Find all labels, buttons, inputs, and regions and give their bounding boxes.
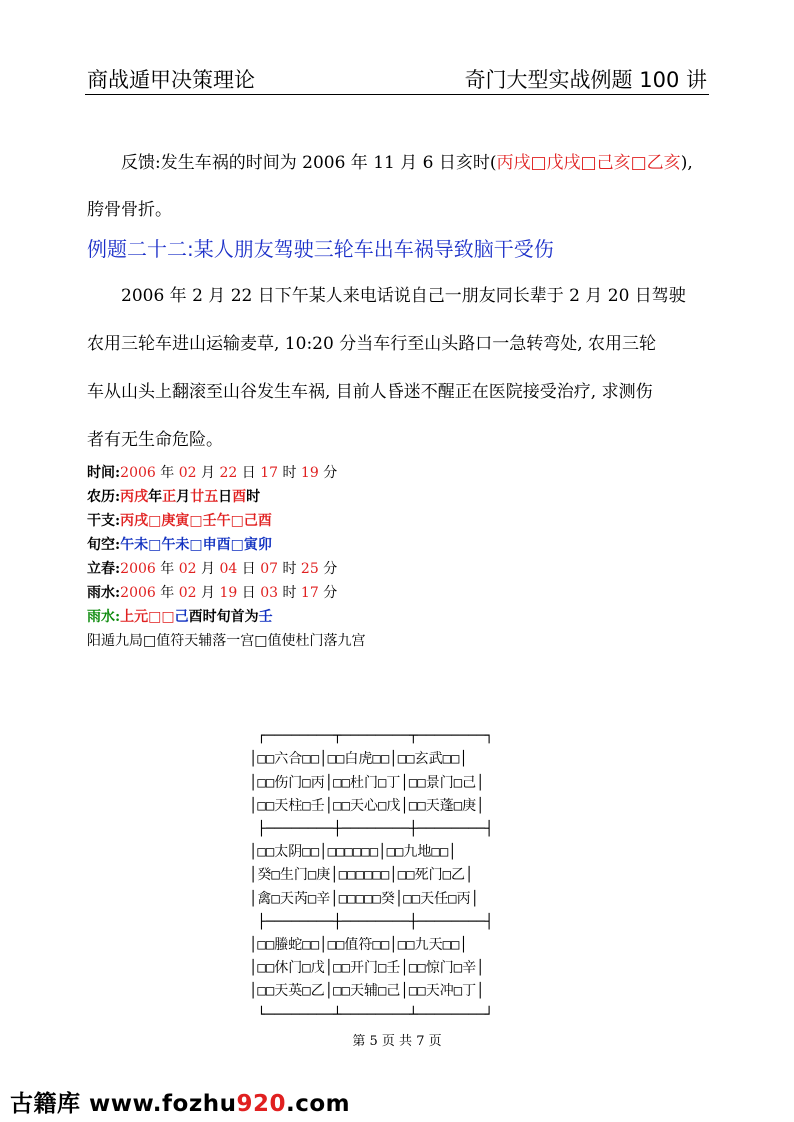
- yushui-label: 雨水:: [87, 585, 121, 601]
- chart-line: ├────────┼────────┼────────┤: [249, 913, 494, 930]
- chart-line: │□□太阴□□│□□□□□□│□□九地□□│: [249, 844, 457, 861]
- yushui2-mid: 酉时旬首为: [188, 609, 259, 625]
- info-yushui-yuan: [87, 605, 273, 629]
- lichun-label: 立春:: [87, 561, 121, 577]
- time-month: 02: [178, 465, 197, 481]
- chart-line: │禽□天芮□辛│□□□□□癸│□□天任□丙│: [249, 890, 480, 907]
- time-hour: 17: [260, 465, 279, 481]
- info-yushui: [87, 581, 337, 605]
- feedback-prefix: 反馈:发生车祸的时间为 2006 年 11 月 6 日亥时(: [121, 153, 497, 173]
- yushui-month-unit: 月: [196, 585, 220, 601]
- feedback-line2: 胯骨骨折。: [87, 200, 172, 220]
- lichun-minute: 25: [300, 561, 319, 577]
- xunkong-value: 午未□午未□申酉□寅卯: [120, 537, 272, 553]
- lichun-year-unit: 年: [155, 561, 179, 577]
- info-xunkong: [87, 533, 272, 557]
- yushui2-gan: 己: [174, 609, 189, 625]
- lunar-month-unit: 月: [176, 489, 191, 505]
- lunar-label: 农历:: [87, 489, 121, 505]
- info-lunar: [87, 485, 260, 509]
- time-month-unit: 月: [196, 465, 220, 481]
- lichun-day: 04: [219, 561, 238, 577]
- yushui-day: 19: [219, 585, 238, 601]
- chart-line: │□□六合□□│□□白虎□□│□□玄武□□│: [249, 751, 468, 768]
- lichun-hour-unit: 时: [278, 561, 301, 577]
- lichun-hour: 07: [260, 561, 279, 577]
- yushui-year: 2006: [120, 585, 156, 601]
- chart-line: │□□天英□乙│□□天辅□己│□□天冲□丁│: [249, 983, 485, 1000]
- info-time: [87, 461, 337, 485]
- lunar-hour-unit: 时: [246, 489, 261, 505]
- lunar-year: 丙戌: [120, 489, 149, 505]
- xunkong-label: 旬空:: [87, 537, 121, 553]
- yushui-month: 02: [178, 585, 197, 601]
- header-title-left: 商战遁甲决策理论: [87, 68, 255, 92]
- chart-line: │□□休门□戊│□□开门□壬│□□惊门□辛│: [249, 960, 485, 977]
- time-year-unit: 年: [155, 465, 179, 481]
- feedback-ganzhi: 丙戌□戊戌□己亥□乙亥: [496, 153, 681, 173]
- info-ju-line: 阳遁九局□值符天辅落一宫□值使杜门落九宫: [87, 633, 366, 649]
- chart-line: │□□天柱□壬│□□天心□戊│□□天蓬□庚│: [249, 797, 485, 814]
- yushui-day-unit: 日: [237, 585, 261, 601]
- lichun-minute-unit: 分: [318, 561, 338, 577]
- lunar-month: 正: [162, 489, 177, 505]
- time-minute: 19: [300, 465, 319, 481]
- feedback-paragraph: [87, 140, 715, 187]
- lunar-year-unit: 年: [148, 489, 163, 505]
- watermark-number: 920: [236, 1091, 286, 1117]
- lunar-hour: 酉: [232, 489, 247, 505]
- page-number: 第 5 页 共 7 页: [352, 1034, 442, 1049]
- yushui-hour: 03: [260, 585, 279, 601]
- info-ganzhi: [87, 509, 272, 533]
- chart-line: ├────────┼────────┼────────┤: [249, 821, 494, 838]
- lichun-day-unit: 日: [237, 561, 261, 577]
- chart-line: │□□螣蛇□□│□□值符□□│□□九天□□│: [249, 937, 468, 954]
- time-year: 2006: [120, 465, 156, 481]
- header-divider: [85, 94, 709, 95]
- lichun-month: 02: [178, 561, 197, 577]
- site-watermark: [10, 1085, 350, 1118]
- watermark-text: 古籍库 www.fozhu: [10, 1091, 237, 1117]
- lunar-day: 廿五: [190, 489, 219, 505]
- yushui2-label: 雨水:: [87, 609, 121, 625]
- lichun-year: 2006: [120, 561, 156, 577]
- example-title: 例题二十二:某人朋友驾驶三轮车出车祸导致脑干受伤: [87, 237, 554, 261]
- example-p3: 车从山头上翻滚至山谷发生车祸, 目前人昏迷不醒正在医院接受治疗, 求测伤: [87, 382, 653, 402]
- example-p4: 者有无生命危险。: [87, 430, 223, 450]
- example-p1: 2006 年 2 月 22 日下午某人来电话说自己一朋友同长辈于 2 月 20 日驾驶: [121, 286, 686, 306]
- ganzhi-label: 干支:: [87, 513, 121, 529]
- time-hour-unit: 时: [278, 465, 301, 481]
- lichun-month-unit: 月: [196, 561, 220, 577]
- yushui-hour-unit: 时: [278, 585, 301, 601]
- time-day-unit: 日: [237, 465, 261, 481]
- time-label: 时间:: [87, 465, 121, 481]
- yushui2-xunshou: 壬: [258, 609, 273, 625]
- yushui2-yuan: 上元□□: [120, 609, 175, 625]
- ganzhi-value: 丙戌□庚寅□壬午□己酉: [120, 513, 272, 529]
- info-lichun: [87, 557, 337, 581]
- lunar-day-unit: 日: [218, 489, 233, 505]
- time-minute-unit: 分: [318, 465, 338, 481]
- feedback-suffix: ),: [680, 153, 693, 173]
- chart-line: └────────┴────────┴────────┘: [249, 1006, 494, 1023]
- time-day: 22: [219, 465, 238, 481]
- header-title-right: 奇门大型实战例题 100 讲: [464, 68, 707, 92]
- watermark-tail: .com: [285, 1091, 351, 1117]
- chart-line: │癸□生门□庚│□□□□□□│□□死门□乙│: [249, 867, 474, 884]
- yushui-minute: 17: [300, 585, 319, 601]
- qimen-chart: [249, 702, 493, 1050]
- chart-line: ┌────────┬────────┬────────┐: [249, 728, 494, 745]
- example-p2: 农用三轮车进山运输麦草, 10:20 分当车行至山头路口一急转弯处, 农用三轮: [87, 334, 657, 354]
- yushui-year-unit: 年: [155, 585, 179, 601]
- chart-line: │□□伤门□丙│□□杜门□丁│□□景门□己│: [249, 774, 485, 791]
- yushui-minute-unit: 分: [318, 585, 338, 601]
